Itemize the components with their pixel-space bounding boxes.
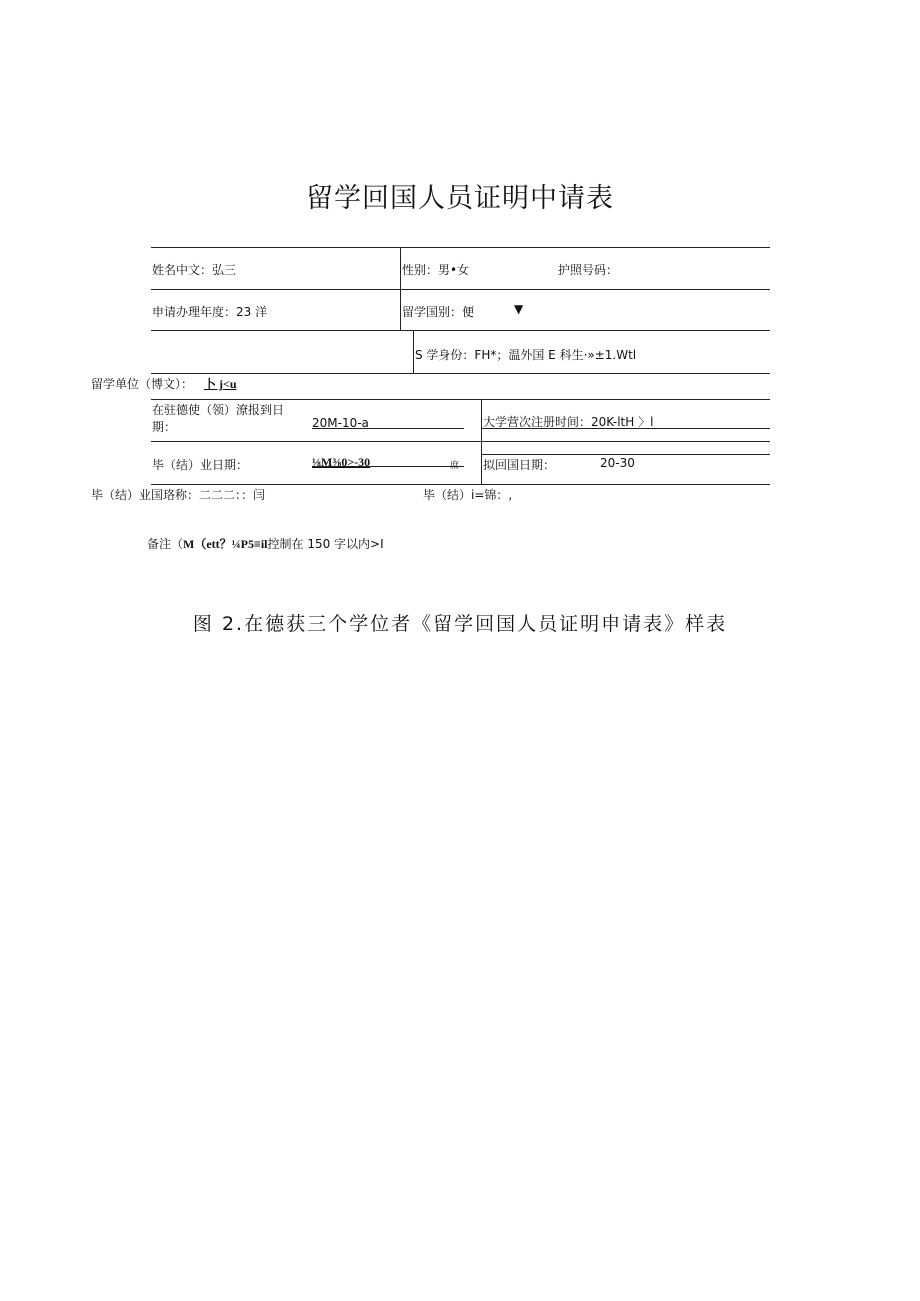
graduation-date-suffix: 庶	[450, 461, 460, 471]
apply-year-field: 申请办理年度：23 洋	[152, 305, 268, 319]
first-registration-field: 大学营次注册时间：20K-ltH 〉l	[483, 415, 654, 429]
gender-field: 性别：男•女	[402, 263, 470, 277]
embassy-label-line2: 期：	[152, 420, 177, 434]
figure-caption: 图 2.在德获三个学位者《留学回国人员证明申请表》样表	[192, 613, 728, 635]
remarks-field	[147, 535, 384, 552]
column-divider	[400, 247, 401, 330]
embassy-label-line1: 在驻德使（领）潦报到日	[152, 403, 285, 417]
graduation-certificate-field: 毕（结）i=锦：,	[423, 488, 513, 502]
return-date-label: 拟回国日期：	[483, 458, 556, 472]
remarks-middle: M（ett？¼P5≡il	[183, 537, 268, 551]
graduation-date-label: 毕（结）业日期：	[152, 458, 249, 472]
country-field: 留学国别：便	[402, 305, 475, 319]
graduation-name-field: 毕（结）业国珞称：二二二：：闫	[91, 488, 266, 502]
column-divider	[481, 399, 482, 484]
row-divider	[151, 399, 770, 400]
name-field: 姓名中文：弘三	[152, 263, 237, 277]
page-title: 留学回国人员证明中请表	[306, 183, 614, 214]
remarks-prefix: 备注（	[147, 537, 184, 551]
identity-field: S 学身份：FH*；温外国 E 科生·»±1.Wtl	[415, 348, 637, 362]
unit-label: 留学单位（博文）：	[91, 377, 194, 391]
remarks-suffix: 控制在 150 字以内>I	[267, 537, 384, 551]
row-divider	[151, 441, 770, 442]
passport-field: 护照号码：	[558, 263, 619, 277]
graduation-date-value: ⅛M⅜0>-30	[312, 455, 371, 469]
unit-value: 卜 j<u	[204, 377, 237, 391]
column-divider	[413, 330, 414, 373]
embassy-date-value: 20M-10-a	[312, 416, 369, 430]
return-date-value: 20-30	[600, 456, 635, 470]
row-divider	[151, 330, 770, 331]
row-divider	[151, 373, 770, 374]
cell-inner-line	[482, 454, 770, 455]
row-divider	[151, 289, 770, 290]
dropdown-arrow-icon: ▼	[514, 302, 524, 316]
table-top-border	[151, 247, 770, 248]
table-bottom-border	[151, 484, 770, 485]
